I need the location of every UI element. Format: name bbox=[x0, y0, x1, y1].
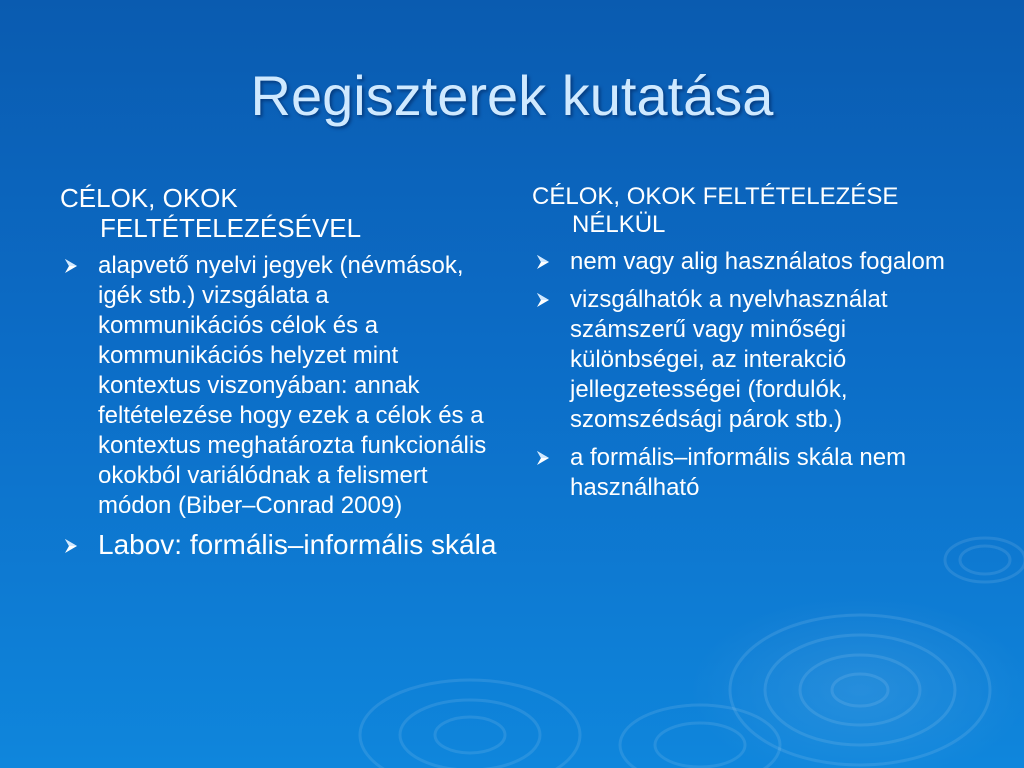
list-item bbox=[532, 443, 972, 503]
list-item-text: vizsgálhatók a nyelvhasználat számszerű vagy minőségi különbségei, az interakció jellegzetességei (fordulók, szomszédsági párok stb.) bbox=[570, 286, 888, 433]
right-bullet-list bbox=[532, 247, 972, 503]
left-bullet-list bbox=[60, 251, 500, 561]
arrowhead-bullet-icon bbox=[62, 537, 80, 555]
slide-title: Regiszterek kutatása bbox=[250, 64, 774, 127]
list-item bbox=[532, 285, 972, 435]
arrowhead-bullet-icon bbox=[62, 257, 80, 275]
list-item-text: alapvető nyelvi jegyek (névmások, igék stb.) vizsgálata a kommunikációs célok és a kommunikációs helyzet mint kontextus viszonyában: annak feltételezése hogy ezek a célok és a kontextus meghatározta funkcionális okokból variálódnak a felismert módon (Biber–Conrad 2009) bbox=[98, 252, 487, 519]
list-item-text: Labov: formális–informális skála bbox=[98, 529, 497, 560]
arrowhead-bullet-icon bbox=[534, 449, 552, 467]
list-item bbox=[60, 251, 500, 521]
arrowhead-bullet-icon bbox=[534, 291, 552, 309]
left-column-heading: CÉLOK, OKOK FELTÉTELEZÉSÉVEL bbox=[60, 183, 362, 243]
right-column-heading: CÉLOK, OKOK FELTÉTELEZÉSE NÉLKÜL bbox=[532, 183, 899, 238]
right-column bbox=[532, 183, 972, 511]
arrowhead-bullet-icon bbox=[534, 253, 552, 271]
left-column bbox=[60, 183, 500, 569]
list-item-text: nem vagy alig használatos fogalom bbox=[570, 248, 945, 275]
list-item-text: a formális–informális skála nem használható bbox=[570, 444, 907, 501]
list-item bbox=[532, 247, 972, 277]
list-item bbox=[60, 529, 500, 561]
